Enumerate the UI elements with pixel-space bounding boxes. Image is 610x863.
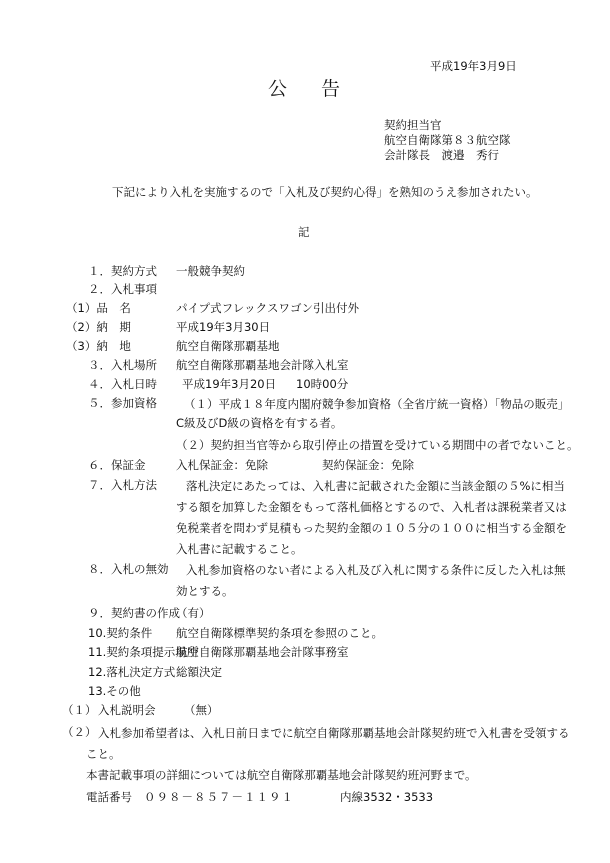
item-value-time: 10時00分 [296, 377, 349, 391]
item-value: 航空自衛隊標準契約条項を参照のこと。 [176, 626, 383, 640]
other-briefing [0, 702, 610, 720]
bid-method-line-4: 入札書に記載すること。 [176, 542, 303, 556]
other-value: （無） [184, 703, 219, 717]
qualification-line-1: （１）平成１８年度内閣府競争参加資格（全省庁統一資格）「物品の販売」 [184, 397, 570, 411]
issuer-line: 会計隊長 渡邉 秀行 [384, 148, 499, 162]
intro-text: 下記により入札を実施するので「入札及び契約心得」を熟知のうえ参加されたい。 [112, 185, 538, 199]
item-label: ３．入札場所 [88, 358, 157, 372]
item-value: 一般競争契約 [176, 264, 245, 278]
bid-method-line-2: する額を加算した金額をもって落札価格とするので、入札者は課税業者又は [176, 500, 567, 514]
item-contract-method [0, 263, 610, 281]
item-contract-document [0, 605, 610, 623]
item-label: （3）納 地 [66, 339, 131, 353]
item-label: ２．入札事項 [88, 282, 157, 296]
item-value: 航空自衛隊那覇基地会計隊事務室 [176, 645, 349, 659]
invalid-bid-line-1: 入札参加資格のない者による入札及び入札に関する条件に反した入札は無 [186, 563, 566, 577]
qualification-line-3: （２）契約担当官等から取引停止の措置を受けている期間中の者でないこと。 [176, 438, 579, 452]
other-label: （１） [62, 703, 97, 717]
notice-title: 公告 [268, 78, 375, 100]
phone-number: ０９８－８５７－１１９１ [144, 790, 294, 804]
item-other [0, 683, 610, 701]
item-value-contract-deposit: 契約保証金：免除 [322, 458, 414, 472]
item-bid-location [0, 357, 610, 375]
bid-form-line-1: 入札参加希望者は、入札日前日までに航空自衛隊那覇基地会計隊契約班で入札書を受領する [98, 726, 570, 740]
ki-heading: 記 [298, 225, 310, 239]
item-deposit [0, 457, 610, 475]
item-value: 航空自衛隊那覇基地会計隊入札室 [176, 358, 349, 372]
item-label: ５．参加資格 [88, 396, 157, 410]
issuer-block [384, 118, 511, 163]
item-label: １．契約方式 [88, 264, 157, 278]
item-label: 10.契約条件 [88, 626, 153, 640]
item-value: パイプ式フレックスワゴン引出付外 [176, 301, 359, 315]
item-label: ６．保証金 [88, 458, 146, 472]
item-contract-terms [0, 625, 610, 643]
phone-label: 電話番号 [86, 790, 132, 804]
other-text: 入札説明会 [98, 703, 156, 717]
item-label: 12.落札決定方式 [88, 665, 176, 679]
item-value: 総額決定 [176, 665, 222, 679]
bid-method-line-1: 落札決定にあたっては、入札書に記載された金額に当該金額の５%に相当 [186, 479, 565, 493]
phone-row [0, 789, 610, 807]
item-bid-matters [0, 281, 610, 299]
item-label: （1）品 名 [66, 301, 131, 315]
phone-extension: 内線3532・3533 [340, 790, 434, 804]
item-label: ８．入札の無効 [88, 562, 169, 576]
item-value: 入札保証金：免除 [176, 458, 268, 472]
qualification-line-2: C級及びD級の資格を有する者。 [176, 416, 343, 430]
issuer-line: 契約担当官 [384, 118, 442, 132]
item-label: ４．入札日時 [88, 377, 157, 391]
contact-line: 本書記載事項の詳細については航空自衛隊那覇基地会計隊契約班河野まで。 [86, 768, 477, 782]
item-bid-datetime [0, 376, 610, 394]
item-label: 13.その他 [88, 684, 141, 698]
item-value: 平成19年3月30日 [176, 320, 271, 334]
item-terms-location [0, 644, 610, 662]
item-award-method [0, 664, 610, 682]
item-value: 平成19年3月20日 [182, 377, 277, 391]
other-label: （２） [62, 725, 97, 739]
notice-date: 平成19年3月9日 [430, 59, 517, 73]
item-product-name [0, 300, 610, 318]
invalid-bid-line-2: 効とする。 [176, 584, 234, 598]
item-delivery-place [0, 338, 610, 356]
bid-form-line-2: こと。 [86, 747, 121, 761]
item-label: ９．契約書の作成 [88, 606, 180, 620]
item-label: ７．入札方法 [88, 478, 157, 492]
item-delivery-date [0, 319, 610, 337]
item-value: 航空自衛隊那覇基地 [176, 339, 280, 353]
item-label: （2）納 期 [66, 320, 131, 334]
item-value: （有） [176, 606, 211, 620]
item-label: 11.契約条項提示場所 [88, 645, 199, 659]
bid-method-line-3: 免税業者を問わず見積もった契約金額の１０５分の１００に相当する金額を [176, 521, 567, 535]
issuer-line: 航空自衛隊第８３航空隊 [384, 133, 511, 147]
